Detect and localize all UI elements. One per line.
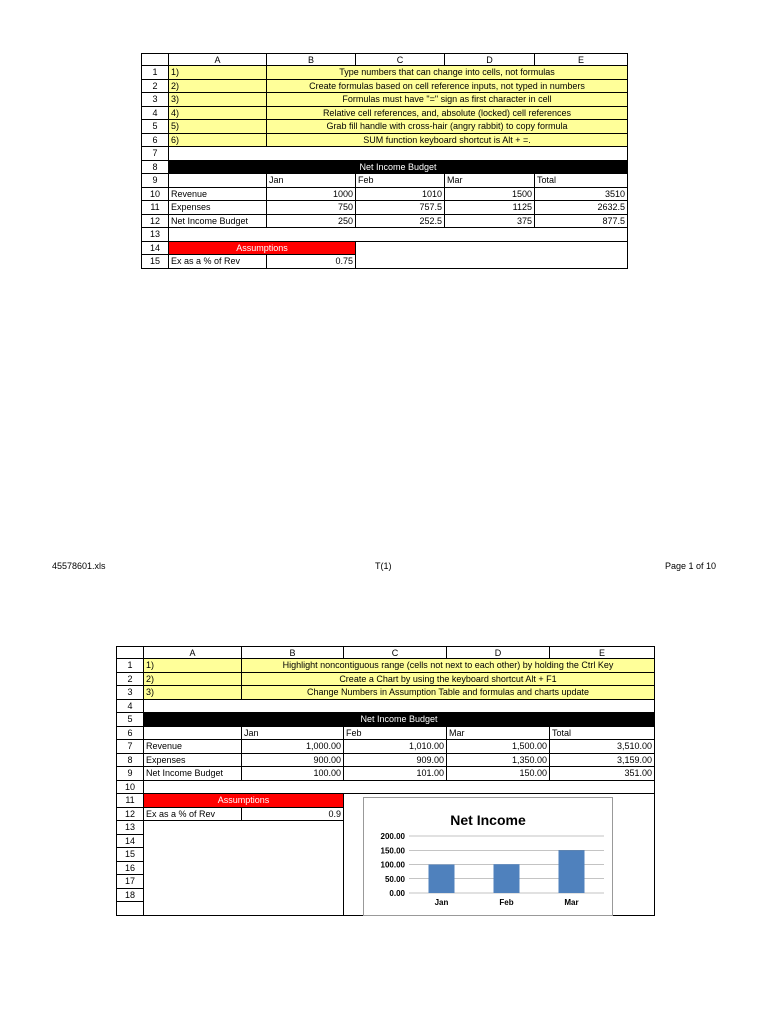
total-cell[interactable]: 2632.5 [535,201,628,215]
col-header-e[interactable]: E [550,647,655,659]
value-cell[interactable]: 1010 [356,187,445,201]
y-tick-label: 0.00 [389,889,405,898]
cell[interactable] [144,726,242,740]
budget-title[interactable]: Net Income Budget [169,160,628,174]
cell[interactable] [169,174,267,188]
row-number[interactable]: 6 [142,133,169,147]
bar-mar [559,850,585,893]
value-cell[interactable]: 1000 [267,187,356,201]
corner-cell[interactable] [142,54,169,66]
row-number[interactable]: 11 [142,201,169,215]
value-cell[interactable]: 1125 [445,201,535,215]
instruction-number[interactable]: 4) [169,106,267,120]
net-income-chart[interactable] [363,797,613,916]
footer-page-number: Page 1 of 10 [664,561,716,571]
y-tick-label: 150.00 [380,846,405,856]
empty-row[interactable] [169,147,628,161]
assumption-label[interactable]: Ex as a % of Rev [144,807,242,821]
chart-title: Net Income [450,812,526,828]
value-cell[interactable]: 1,000.00 [242,740,344,754]
row-number[interactable]: 8 [142,160,169,174]
instruction-text[interactable]: Highlight noncontiguous range (cells not next to each other) by holding the Ctrl Key [242,659,655,673]
spreadsheet-1 [141,53,628,269]
instruction-number[interactable]: 2) [169,79,267,93]
col-header-c[interactable]: C [356,54,445,66]
row-number[interactable]: 4 [117,699,144,713]
instruction-number[interactable]: 2) [144,672,242,686]
row-number[interactable]: 7 [142,147,169,161]
empty-row[interactable] [144,699,655,713]
footer-filename: 45578601.xls [52,561,106,571]
row-number[interactable]: 2 [117,672,144,686]
assumption-value[interactable]: 0.75 [267,255,356,269]
instruction-number[interactable]: 1) [144,659,242,673]
instruction-text[interactable]: Relative cell references, and, absolute (locked) cell references [267,106,628,120]
row-number[interactable]: 3 [142,93,169,107]
col-header-d[interactable]: D [447,647,550,659]
value-cell[interactable]: 750 [267,201,356,215]
corner-cell[interactable] [117,647,144,659]
month-header-jan[interactable]: Jan [242,726,344,740]
month-header-feb[interactable]: Feb [356,174,445,188]
row-label-expenses[interactable]: Expenses [144,753,242,767]
row-number[interactable]: 15 [142,255,169,269]
row-number[interactable]: 9 [117,767,144,781]
chart-svg [364,798,612,915]
row-number[interactable]: 5 [142,120,169,134]
instruction-text[interactable]: Create a Chart by using the keyboard shortcut Alt + F1 [242,672,655,686]
instruction-text[interactable]: Change Numbers in Assumption Table and formulas and charts update [242,686,655,700]
month-header-jan[interactable]: Jan [267,174,356,188]
month-header-feb[interactable]: Feb [344,726,447,740]
row-number[interactable]: 14 [142,241,169,255]
row-number[interactable]: 13 [142,228,169,242]
row-number[interactable]: 15 [117,848,144,862]
row-number[interactable]: 7 [117,740,144,754]
row-number[interactable]: 10 [117,780,144,794]
empty-row[interactable] [169,228,628,242]
total-header[interactable]: Total [550,726,655,740]
month-header-mar[interactable]: Mar [445,174,535,188]
total-cell[interactable]: 3,510.00 [550,740,655,754]
instruction-text[interactable]: Formulas must have "=" sign as first character in cell [267,93,628,107]
row-label-net-income[interactable]: Net Income Budget [169,214,267,228]
value-cell[interactable]: 900.00 [242,753,344,767]
value-cell[interactable]: 250 [267,214,356,228]
assumption-label[interactable]: Ex as a % of Rev [169,255,267,269]
value-cell[interactable]: 100.00 [242,767,344,781]
row-number[interactable]: 5 [117,713,144,727]
instruction-text[interactable]: Type numbers that can change into cells, not formulas [267,66,628,80]
instruction-number[interactable]: 6) [169,133,267,147]
value-cell[interactable]: 101.00 [344,767,447,781]
assumptions-title[interactable]: Assumptions [169,241,356,255]
instruction-text[interactable]: SUM function keyboard shortcut is Alt + =. [267,133,628,147]
footer-sheet-name: T(1) [375,561,392,571]
col-header-c[interactable]: C [344,647,447,659]
row-label-expenses[interactable]: Expenses [169,201,267,215]
col-header-a[interactable]: A [144,647,242,659]
row-number[interactable]: 12 [142,214,169,228]
value-cell[interactable]: 1,010.00 [344,740,447,754]
row-number[interactable]: 3 [117,686,144,700]
empty-area[interactable] [356,241,628,268]
col-header-e[interactable]: E [535,54,628,66]
row-number[interactable]: 6 [117,726,144,740]
instruction-number[interactable]: 5) [169,120,267,134]
instruction-number[interactable]: 3) [169,93,267,107]
empty-row[interactable] [144,780,655,794]
value-cell[interactable]: 1500 [445,187,535,201]
instruction-number[interactable]: 1) [169,66,267,80]
row-label-revenue[interactable]: Revenue [169,187,267,201]
row-number[interactable]: 1 [117,659,144,673]
value-cell[interactable]: 1,350.00 [447,753,550,767]
x-tick-label: Feb [499,898,514,907]
assumption-value[interactable]: 0.9 [242,807,344,821]
row-number[interactable]: 16 [117,861,144,875]
x-tick-label: Mar [564,898,579,907]
row-number[interactable]: 14 [117,834,144,848]
total-cell[interactable]: 877.5 [535,214,628,228]
y-tick-label: 100.00 [380,860,405,870]
col-header-b[interactable]: B [267,54,356,66]
value-cell[interactable]: 252.5 [356,214,445,228]
instruction-text[interactable]: Create formulas based on cell reference inputs, not typed in numbers [267,79,628,93]
row-number[interactable]: 9 [142,174,169,188]
row-number[interactable]: 1 [142,66,169,80]
row-number[interactable]: 17 [117,875,144,889]
bar-feb [494,864,520,893]
col-header-d[interactable]: D [445,54,535,66]
y-tick-label: 50.00 [384,874,405,884]
total-cell[interactable]: 3,159.00 [550,753,655,767]
x-tick-label: Jan [434,898,449,907]
y-tick-label: 200.00 [380,832,405,841]
value-cell[interactable]: 150.00 [447,767,550,781]
total-cell[interactable]: 3510 [535,187,628,201]
bar-jan [429,865,455,894]
row-number[interactable]: 11 [117,794,144,808]
value-cell[interactable]: 1,500.00 [447,740,550,754]
row-number[interactable]: 10 [142,187,169,201]
col-header-a[interactable]: A [169,54,267,66]
row-label-revenue[interactable]: Revenue [144,740,242,754]
month-header-mar[interactable]: Mar [447,726,550,740]
budget-title[interactable]: Net Income Budget [144,713,655,727]
row-number[interactable]: 2 [142,79,169,93]
assumptions-title[interactable]: Assumptions [144,794,344,808]
instruction-text[interactable]: Grab fill handle with cross-hair (angry rabbit) to copy formula [267,120,628,134]
row-number[interactable]: 13 [117,821,144,835]
row-number[interactable]: 4 [142,106,169,120]
row-label-net-income[interactable]: Net Income Budget [144,767,242,781]
value-cell[interactable]: 909.00 [344,753,447,767]
instruction-number[interactable]: 3) [144,686,242,700]
row-number[interactable]: 18 [117,888,144,902]
value-cell[interactable]: 757.5 [356,201,445,215]
empty-area[interactable] [144,821,344,916]
value-cell[interactable]: 375 [445,214,535,228]
total-header[interactable]: Total [535,174,628,188]
row-number[interactable]: 12 [117,807,144,821]
total-cell[interactable]: 351.00 [550,767,655,781]
row-number[interactable]: 8 [117,753,144,767]
col-header-b[interactable]: B [242,647,344,659]
